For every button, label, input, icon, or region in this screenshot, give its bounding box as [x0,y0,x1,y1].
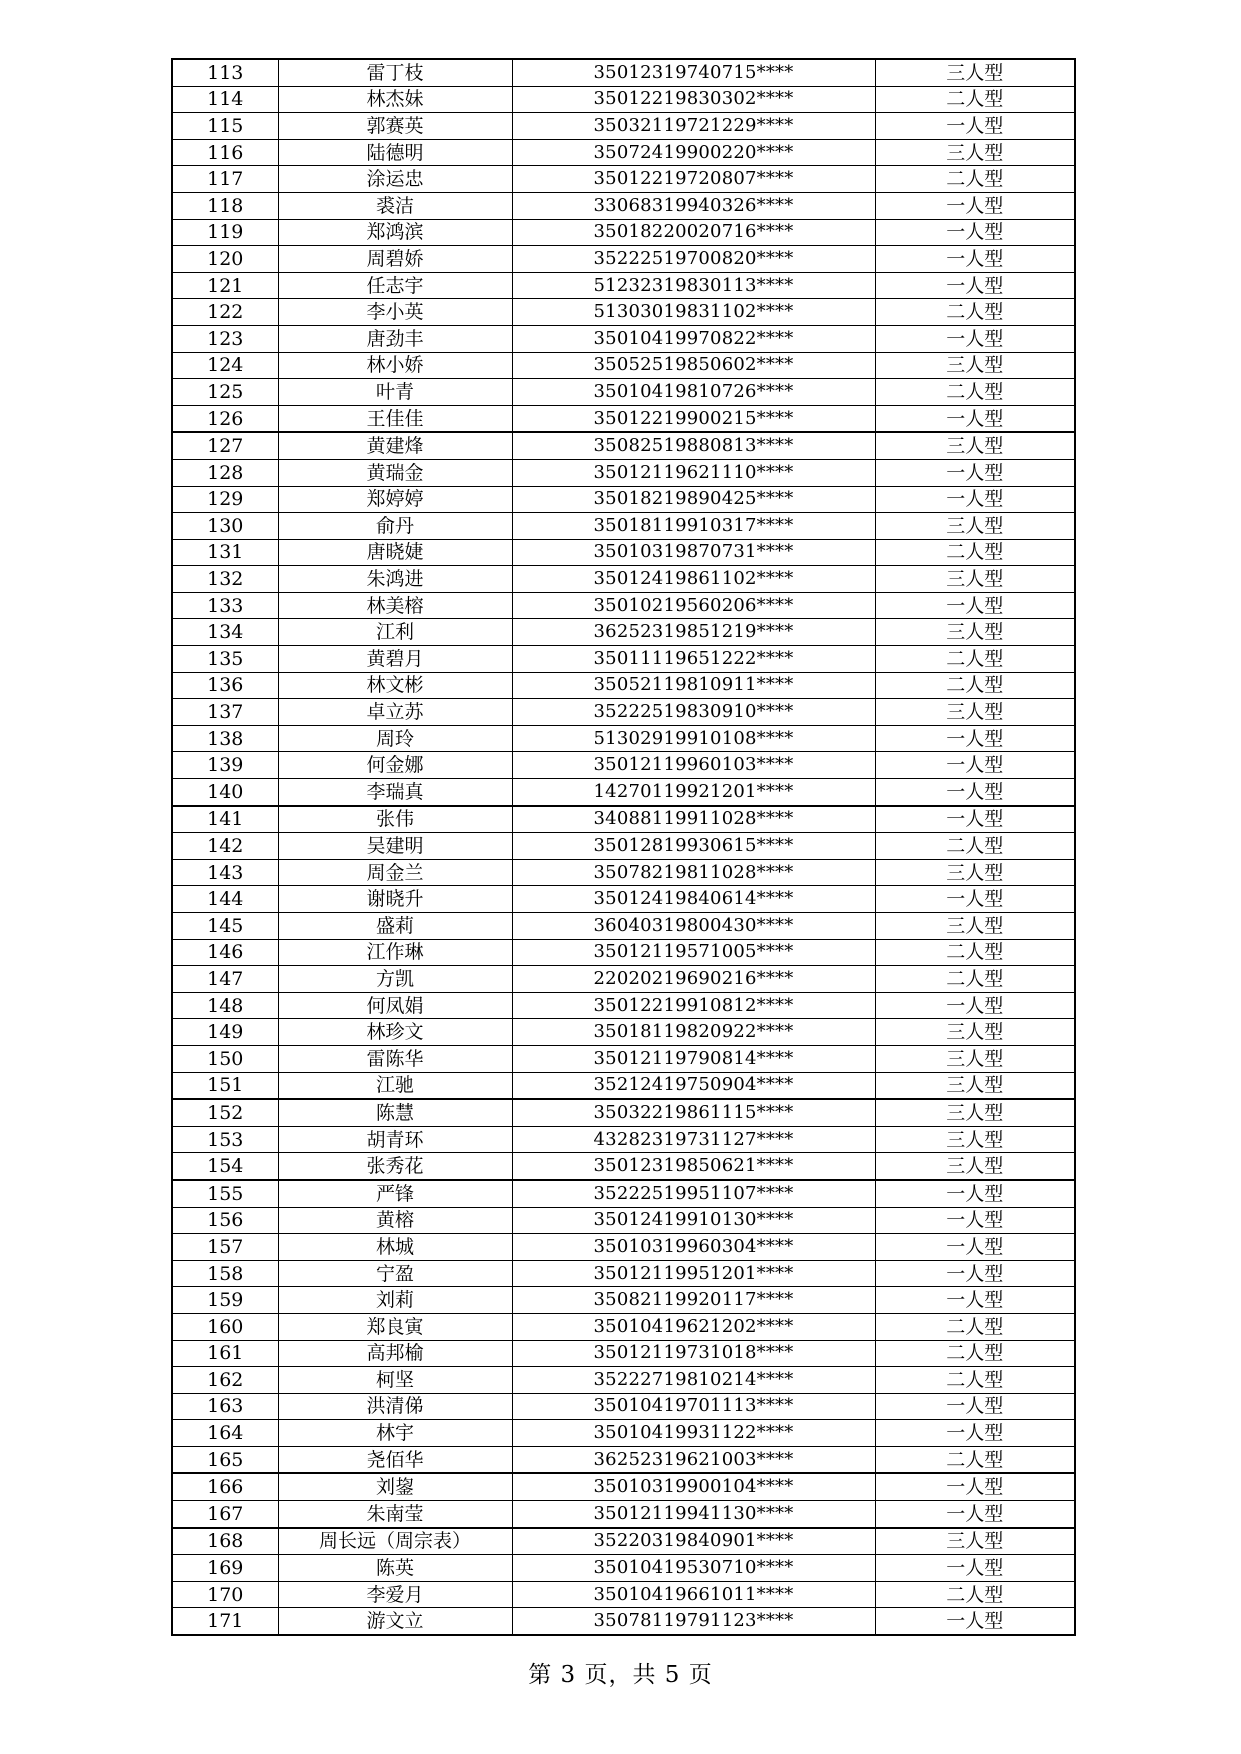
id-number-cell: 35032219861115**** [512,1099,875,1126]
name-cell: 江作琳 [278,939,512,966]
table-row [172,1099,1075,1126]
name-cell: 郭赛英 [278,113,512,140]
household-type-cell: 三人型 [875,432,1075,459]
name-cell: 黄建烽 [278,432,512,459]
name-cell: 方凯 [278,966,512,993]
name-cell: 周玲 [278,725,512,752]
id-number-cell: 35012419861102**** [512,566,875,593]
id-number-cell: 35212419750904**** [512,1072,875,1099]
id-number-cell: 35010319870731**** [512,539,875,566]
name-cell: 陈慧 [278,1099,512,1126]
id-number-cell: 51303019831102**** [512,299,875,326]
id-number-cell: 33068319940326**** [512,192,875,219]
name-cell: 卓立苏 [278,699,512,726]
id-number-cell: 35012119571005**** [512,939,875,966]
household-type-cell: 一人型 [875,1260,1075,1287]
table-row [172,1287,1075,1314]
id-number-cell: 35012219830302**** [512,86,875,113]
name-cell: 雷陈华 [278,1045,512,1072]
row-number-cell: 155 [172,1180,278,1207]
name-cell: 周碧娇 [278,246,512,273]
name-cell: 尧佰华 [278,1446,512,1473]
row-number-cell: 169 [172,1555,278,1582]
table-row [172,939,1075,966]
row-number-cell: 131 [172,539,278,566]
name-cell: 唐晓婕 [278,539,512,566]
name-cell: 郑婷婷 [278,486,512,513]
household-type-cell: 二人型 [875,939,1075,966]
name-cell: 林珍文 [278,1019,512,1046]
table-row [172,246,1075,273]
name-cell: 郑良寅 [278,1313,512,1340]
row-number-cell: 165 [172,1446,278,1473]
id-number-cell: 35082119920117**** [512,1287,875,1314]
table-row [172,1207,1075,1234]
name-cell: 林杰妹 [278,86,512,113]
id-number-cell: 35012419910130**** [512,1207,875,1234]
name-cell: 周金兰 [278,859,512,886]
table-row [172,1473,1075,1500]
table-row [172,459,1075,486]
table-row [172,192,1075,219]
table-row [172,1340,1075,1367]
row-number-cell: 171 [172,1608,278,1635]
id-number-cell: 35012819930615**** [512,833,875,860]
table-row [172,1367,1075,1394]
household-type-cell: 一人型 [875,779,1075,806]
household-type-cell: 三人型 [875,699,1075,726]
table-row [172,1393,1075,1420]
table-row [172,1313,1075,1340]
row-number-cell: 113 [172,59,278,86]
name-cell: 叶青 [278,379,512,406]
row-number-cell: 148 [172,992,278,1019]
table-row [172,539,1075,566]
id-number-cell: 35010319900104**** [512,1473,875,1500]
name-cell: 张秀花 [278,1153,512,1180]
page-number-footer: 第 3 页，共 5 页 [528,1662,713,1688]
household-type-cell: 二人型 [875,833,1075,860]
id-number-cell: 35018119820922**** [512,1019,875,1046]
row-number-cell: 142 [172,833,278,860]
name-cell: 吴建明 [278,833,512,860]
id-number-cell: 35010419530710**** [512,1555,875,1582]
name-cell: 陆德明 [278,139,512,166]
row-number-cell: 120 [172,246,278,273]
row-number-cell: 144 [172,886,278,913]
table-row [172,272,1075,299]
table-row [172,1126,1075,1153]
table-row [172,1420,1075,1447]
id-number-cell: 35018119910317**** [512,513,875,540]
row-number-cell: 115 [172,113,278,140]
id-number-cell: 35012419840614**** [512,886,875,913]
name-cell: 刘鋆 [278,1473,512,1500]
household-type-cell: 一人型 [875,592,1075,619]
household-type-cell: 一人型 [875,992,1075,1019]
id-number-cell: 35012119941130**** [512,1501,875,1528]
household-type-cell: 一人型 [875,246,1075,273]
id-number-cell: 35012319850621**** [512,1153,875,1180]
table-row [172,513,1075,540]
table-row [172,806,1075,833]
id-number-cell: 35052519850602**** [512,352,875,379]
name-cell: 刘莉 [278,1287,512,1314]
name-cell: 郑鸿滨 [278,219,512,246]
row-number-cell: 160 [172,1313,278,1340]
id-number-cell: 35018220020716**** [512,219,875,246]
household-type-cell: 二人型 [875,1367,1075,1394]
row-number-cell: 117 [172,166,278,193]
id-number-cell: 35222519951107**** [512,1180,875,1207]
table-row [172,405,1075,432]
name-cell: 黄碧月 [278,646,512,673]
name-cell: 江利 [278,619,512,646]
row-number-cell: 154 [172,1153,278,1180]
row-number-cell: 114 [172,86,278,113]
row-number-cell: 141 [172,806,278,833]
row-number-cell: 121 [172,272,278,299]
name-cell: 陈英 [278,1555,512,1582]
id-number-cell: 35072419900220**** [512,139,875,166]
table-row [172,1019,1075,1046]
row-number-cell: 118 [172,192,278,219]
row-number-cell: 116 [172,139,278,166]
name-cell: 李小英 [278,299,512,326]
id-number-cell: 43282319731127**** [512,1126,875,1153]
household-type-cell: 一人型 [875,1608,1075,1635]
household-type-cell: 三人型 [875,1072,1075,1099]
id-number-cell: 35012219910812**** [512,992,875,1019]
row-number-cell: 151 [172,1072,278,1099]
id-number-cell: 35082519880813**** [512,432,875,459]
row-number-cell: 122 [172,299,278,326]
table-row [172,379,1075,406]
name-cell: 胡青环 [278,1126,512,1153]
table-row [172,59,1075,86]
id-number-cell: 35010219560206**** [512,592,875,619]
household-type-cell: 一人型 [875,1501,1075,1528]
name-cell: 何凤娟 [278,992,512,1019]
name-cell: 黄瑞金 [278,459,512,486]
name-cell: 李瑞真 [278,779,512,806]
row-number-cell: 145 [172,913,278,940]
name-cell: 裘洁 [278,192,512,219]
name-cell: 涂运忠 [278,166,512,193]
id-number-cell: 35220319840901**** [512,1528,875,1555]
household-type-cell: 三人型 [875,566,1075,593]
id-number-cell: 35222519700820**** [512,246,875,273]
id-number-cell: 35052119810911**** [512,672,875,699]
name-cell: 张伟 [278,806,512,833]
table-row [172,1260,1075,1287]
name-cell: 游文立 [278,1608,512,1635]
id-number-cell: 35012319740715**** [512,59,875,86]
row-number-cell: 134 [172,619,278,646]
household-type-cell: 一人型 [875,886,1075,913]
table-row [172,1555,1075,1582]
table-row [172,966,1075,993]
household-type-cell: 三人型 [875,1019,1075,1046]
row-number-cell: 133 [172,592,278,619]
household-type-cell: 二人型 [875,1581,1075,1608]
name-cell: 俞丹 [278,513,512,540]
table-row [172,646,1075,673]
name-cell: 林宇 [278,1420,512,1447]
name-cell: 严锋 [278,1180,512,1207]
table-row [172,352,1075,379]
table-row [172,992,1075,1019]
row-number-cell: 170 [172,1581,278,1608]
row-number-cell: 132 [172,566,278,593]
id-number-cell: 35010319960304**** [512,1234,875,1261]
household-type-cell: 一人型 [875,272,1075,299]
row-number-cell: 166 [172,1473,278,1500]
id-number-cell: 35012219720807**** [512,166,875,193]
household-type-cell: 三人型 [875,913,1075,940]
row-number-cell: 161 [172,1340,278,1367]
table-row [172,219,1075,246]
household-type-cell: 一人型 [875,486,1075,513]
row-number-cell: 137 [172,699,278,726]
name-cell: 林小娇 [278,352,512,379]
household-type-cell: 二人型 [875,539,1075,566]
name-cell: 朱鸿进 [278,566,512,593]
table-row [172,913,1075,940]
id-number-cell: 36252319621003**** [512,1446,875,1473]
household-type-cell: 一人型 [875,1420,1075,1447]
household-type-cell: 二人型 [875,379,1075,406]
id-number-cell: 51302919910108**** [512,725,875,752]
table-row [172,325,1075,352]
row-number-cell: 119 [172,219,278,246]
id-number-cell: 35032119721229**** [512,113,875,140]
household-type-cell: 二人型 [875,1446,1075,1473]
id-number-cell: 35222519830910**** [512,699,875,726]
household-type-cell: 二人型 [875,966,1075,993]
name-cell: 黄榕 [278,1207,512,1234]
household-type-cell: 三人型 [875,1528,1075,1555]
name-cell: 高邦榆 [278,1340,512,1367]
name-cell: 盛莉 [278,913,512,940]
name-cell: 林文彬 [278,672,512,699]
name-cell: 何金娜 [278,752,512,779]
household-type-cell: 一人型 [875,1555,1075,1582]
household-type-cell: 二人型 [875,672,1075,699]
household-type-cell: 三人型 [875,1099,1075,1126]
id-number-cell: 14270119921201**** [512,779,875,806]
table-row [172,592,1075,619]
household-type-cell: 一人型 [875,752,1075,779]
row-number-cell: 126 [172,405,278,432]
name-cell: 林美榕 [278,592,512,619]
table-row [172,113,1075,140]
id-number-cell: 35010419970822**** [512,325,875,352]
row-number-cell: 129 [172,486,278,513]
table-row [172,166,1075,193]
table-row [172,1234,1075,1261]
id-number-cell: 35010419661011**** [512,1581,875,1608]
row-number-cell: 147 [172,966,278,993]
row-number-cell: 124 [172,352,278,379]
row-number-cell: 167 [172,1501,278,1528]
row-number-cell: 163 [172,1393,278,1420]
row-number-cell: 149 [172,1019,278,1046]
household-type-cell: 三人型 [875,59,1075,86]
household-type-cell: 一人型 [875,459,1075,486]
name-cell: 洪清俤 [278,1393,512,1420]
row-number-cell: 153 [172,1126,278,1153]
id-number-cell: 35011119651222**** [512,646,875,673]
id-number-cell: 36040319800430**** [512,913,875,940]
household-type-cell: 三人型 [875,139,1075,166]
row-number-cell: 128 [172,459,278,486]
household-type-cell: 二人型 [875,1340,1075,1367]
household-type-cell: 三人型 [875,352,1075,379]
row-number-cell: 125 [172,379,278,406]
table-row [172,725,1075,752]
roster-table-body [172,59,1075,1635]
row-number-cell: 158 [172,1260,278,1287]
id-number-cell: 51232319830113**** [512,272,875,299]
name-cell: 朱南莹 [278,1501,512,1528]
name-cell: 谢晓升 [278,886,512,913]
row-number-cell: 146 [172,939,278,966]
table-row [172,1501,1075,1528]
household-type-cell: 一人型 [875,405,1075,432]
household-type-cell: 二人型 [875,1313,1075,1340]
table-row [172,86,1075,113]
table-row [172,139,1075,166]
table-row [172,1581,1075,1608]
row-number-cell: 127 [172,432,278,459]
table-row [172,833,1075,860]
row-number-cell: 168 [172,1528,278,1555]
table-row [172,1180,1075,1207]
name-cell: 王佳佳 [278,405,512,432]
name-cell: 任志宇 [278,272,512,299]
household-type-cell: 一人型 [875,1473,1075,1500]
row-number-cell: 130 [172,513,278,540]
row-number-cell: 156 [172,1207,278,1234]
row-number-cell: 143 [172,859,278,886]
table-row [172,566,1075,593]
row-number-cell: 157 [172,1234,278,1261]
household-type-cell: 二人型 [875,646,1075,673]
id-number-cell: 35012119621110**** [512,459,875,486]
household-type-cell: 二人型 [875,299,1075,326]
household-type-cell: 三人型 [875,1126,1075,1153]
row-number-cell: 164 [172,1420,278,1447]
table-row [172,1153,1075,1180]
roster-table [171,58,1076,1636]
name-cell: 李爱月 [278,1581,512,1608]
id-number-cell: 35012119790814**** [512,1045,875,1072]
name-cell: 柯坚 [278,1367,512,1394]
household-type-cell: 一人型 [875,1287,1075,1314]
table-row [172,752,1075,779]
table-row [172,619,1075,646]
table-row [172,886,1075,913]
id-number-cell: 34088119911028**** [512,806,875,833]
id-number-cell: 35078119791123**** [512,1608,875,1635]
row-number-cell: 140 [172,779,278,806]
row-number-cell: 162 [172,1367,278,1394]
id-number-cell: 35018219890425**** [512,486,875,513]
table-row [172,1072,1075,1099]
table-row [172,299,1075,326]
row-number-cell: 150 [172,1045,278,1072]
household-type-cell: 一人型 [875,1393,1075,1420]
name-cell: 唐劲丰 [278,325,512,352]
name-cell: 周长远（周宗表） [278,1528,512,1555]
household-type-cell: 三人型 [875,1045,1075,1072]
id-number-cell: 35078219811028**** [512,859,875,886]
household-type-cell: 三人型 [875,513,1075,540]
id-number-cell: 35012219900215**** [512,405,875,432]
id-number-cell: 35010419931122**** [512,1420,875,1447]
table-row [172,779,1075,806]
table-row [172,1608,1075,1635]
household-type-cell: 一人型 [875,1207,1075,1234]
name-cell: 江驰 [278,1072,512,1099]
household-type-cell: 一人型 [875,192,1075,219]
table-row [172,699,1075,726]
household-type-cell: 二人型 [875,86,1075,113]
id-number-cell: 35012119731018**** [512,1340,875,1367]
household-type-cell: 一人型 [875,1234,1075,1261]
table-row [172,1045,1075,1072]
row-number-cell: 138 [172,725,278,752]
name-cell: 雷丁枝 [278,59,512,86]
household-type-cell: 一人型 [875,725,1075,752]
id-number-cell: 35010419621202**** [512,1313,875,1340]
row-number-cell: 139 [172,752,278,779]
household-type-cell: 三人型 [875,1153,1075,1180]
id-number-cell: 35222719810214**** [512,1367,875,1394]
household-type-cell: 一人型 [875,806,1075,833]
id-number-cell: 22020219690216**** [512,966,875,993]
row-number-cell: 136 [172,672,278,699]
household-type-cell: 二人型 [875,166,1075,193]
name-cell: 宁盈 [278,1260,512,1287]
row-number-cell: 152 [172,1099,278,1126]
row-number-cell: 159 [172,1287,278,1314]
row-number-cell: 123 [172,325,278,352]
household-type-cell: 一人型 [875,219,1075,246]
household-type-cell: 三人型 [875,859,1075,886]
id-number-cell: 35010419701113**** [512,1393,875,1420]
id-number-cell: 35010419810726**** [512,379,875,406]
id-number-cell: 35012119951201**** [512,1260,875,1287]
id-number-cell: 36252319851219**** [512,619,875,646]
id-number-cell: 35012119960103**** [512,752,875,779]
name-cell: 林城 [278,1234,512,1261]
household-type-cell: 一人型 [875,113,1075,140]
row-number-cell: 135 [172,646,278,673]
table-row [172,672,1075,699]
table-row [172,432,1075,459]
table-row [172,1528,1075,1555]
table-row [172,859,1075,886]
household-type-cell: 三人型 [875,619,1075,646]
household-type-cell: 一人型 [875,325,1075,352]
household-type-cell: 一人型 [875,1180,1075,1207]
table-row [172,486,1075,513]
table-row [172,1446,1075,1473]
